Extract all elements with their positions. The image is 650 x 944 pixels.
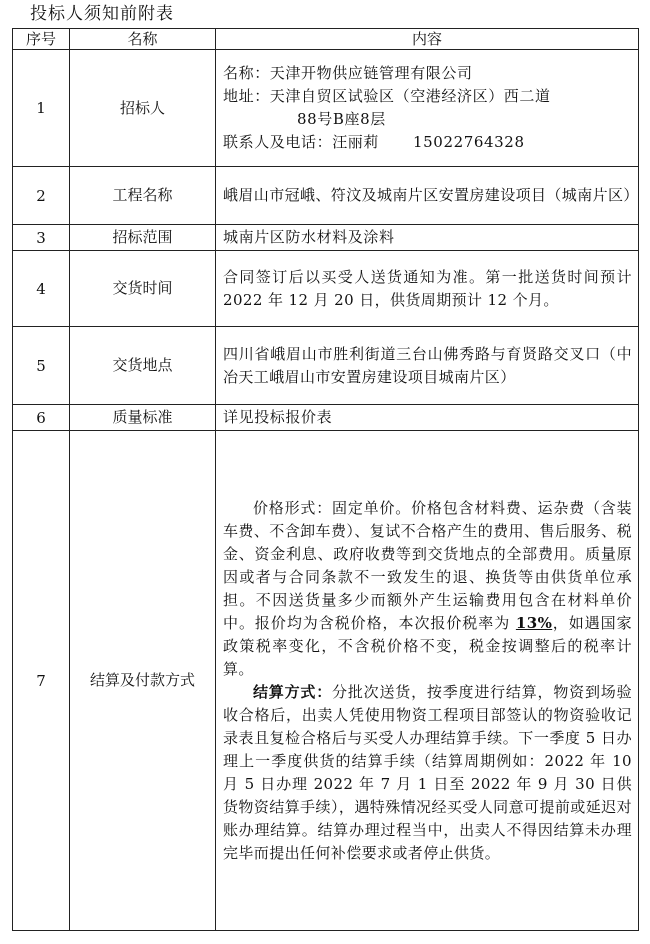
- row-name: 质量标准: [70, 405, 216, 431]
- pricing-text-tail: ，如遇国家政策税率变化，不含税价格不变，税金按调整后的税率计算。: [223, 613, 632, 678]
- row-no: 4: [13, 251, 70, 327]
- row-no: 7: [13, 431, 70, 931]
- tenderer-company: 名称：天津开物供应链管理有限公司: [223, 64, 473, 82]
- table-row: [13, 50, 639, 167]
- row-content: [216, 431, 639, 931]
- row-content: 详见投标报价表: [216, 405, 639, 431]
- row-no: 5: [13, 327, 70, 405]
- row-name: [70, 431, 216, 931]
- row-name: 交货时间: [70, 251, 216, 327]
- row-content: 合同签订后以买受人送货通知为准。第一批送货时间预计 2022 年 12 月 20 日，供货周期预计 12 个月。: [216, 251, 639, 327]
- pricing-paragraph: [223, 497, 632, 681]
- row-no: 1: [13, 50, 70, 167]
- table-row: [13, 431, 639, 931]
- tenderer-address-line1: 地址：天津自贸区试验区（空港经济区）西二道: [223, 87, 551, 105]
- settlement-paragraph: [223, 681, 632, 865]
- row-name: 交货地点: [70, 327, 216, 405]
- contact-phone: 15022764328: [413, 133, 525, 151]
- row-no: 3: [13, 225, 70, 251]
- contact-name: 联系人及电话：汪丽莉: [223, 133, 380, 151]
- row-name-text: 结算及付款方式: [89, 671, 195, 689]
- document-title: 投标人须知前附表: [30, 4, 174, 24]
- table-row: [13, 251, 639, 327]
- header-name: 名称: [70, 29, 216, 50]
- row-name: 招标范围: [70, 225, 216, 251]
- settlement-label: 结算方式：: [253, 682, 333, 701]
- pricing-text: 价格形式：固定单价。价格包含材料费、运杂费（含装车费、不含卸车费）、复试不合格产生的费用、售后服务、税金、资金利息、政府收费等到交货地点的全部费用。质量原因或者与合同条款不一致发生的退、换货等由供货单位承担。不因送货量多少而额外产生运输费用包含在材料单价中。报价均为含税价格，本次报价税率为: [223, 498, 632, 632]
- table-row: [13, 327, 639, 405]
- settlement-text: 分批次送货，按季度进行结算，物资到场验收合格后，出卖人凭使用物资工程项目部签认的物资验收记录表且复检合格后与买受人办理结算手续。下一季度 5 日办理上一季度供货的结算手续（结算周期例如：2022 年 10 月 5 日办理 2022 年 7 月 1 日至 2022 年 9 月 30 日供货物资结算手续），遇特殊情况经买受人同意可提前或延迟对账办理结算。结算办理过程当中，出卖人不得因结算未办理完毕而提出任何补偿要求或者停止供货。: [223, 682, 632, 862]
- row-content: 峨眉山市冠峨、符汶及城南片区安置房建设项目（城南片区）: [216, 167, 639, 225]
- header-content: 内容: [216, 29, 639, 50]
- row-content: [216, 50, 639, 167]
- row-name: 工程名称: [70, 167, 216, 225]
- header-no: 序号: [13, 29, 70, 50]
- row-no: 6: [13, 405, 70, 431]
- tenderer-contact: [223, 131, 632, 154]
- tenderer-address-line2: 88号B座8层: [297, 110, 386, 128]
- row-content: 城南片区防水材料及涂料: [216, 225, 639, 251]
- table-row: [13, 167, 639, 225]
- table-header-row: [13, 29, 639, 50]
- row-content: 四川省峨眉山市胜利街道三台山佛秀路与育贤路交叉口（中冶天工峨眉山市安置房建设项目城南片区）: [216, 327, 639, 405]
- bidder-instructions-table: [12, 28, 639, 931]
- row-no: 2: [13, 167, 70, 225]
- tax-rate: 13%: [515, 613, 553, 632]
- table-row: [13, 225, 639, 251]
- table-row: [13, 405, 639, 431]
- row-name: 招标人: [70, 50, 216, 167]
